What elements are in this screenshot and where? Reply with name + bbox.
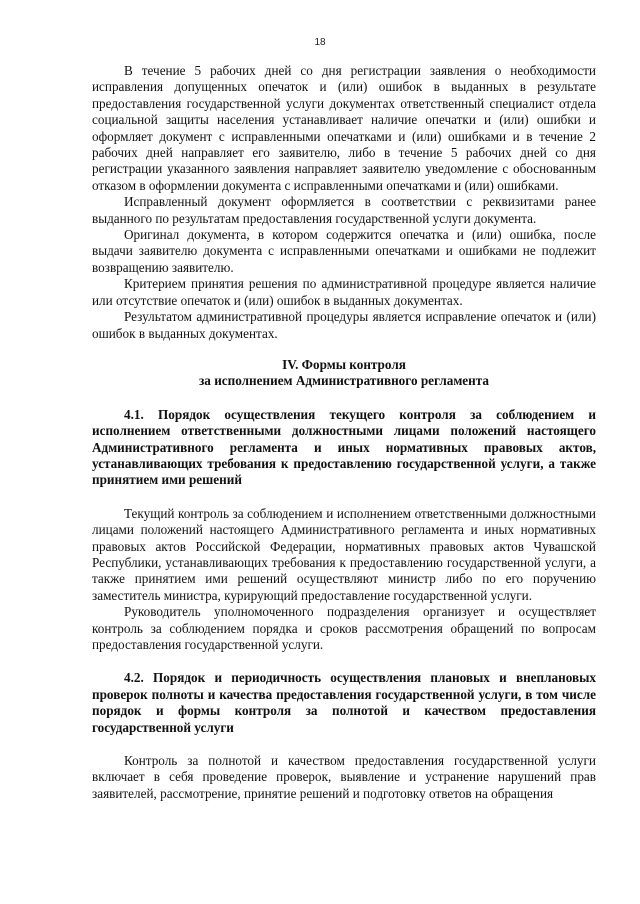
- subsection-4-2-title: 4.2. Порядок и периодичность осуществления плановых и внеплановых проверок полноты и качества предоставления государственной услуги, в том числе порядок и формы контроля за полнотой и качеством предоставления государственной услуги: [92, 670, 596, 735]
- paragraph-corrected-document: Исправленный документ оформляется в соответствии с реквизитами ранее выданного по результатам предоставления государственной услуги документа.: [92, 194, 596, 226]
- paragraph-quality-control: Контроль за полнотой и качеством предоставления государственной услуги включает в себя проведение проверок, выявление и устранение нарушений прав заявителей, рассмотрение, принятие решений и подготовку ответов на обращения: [92, 753, 596, 801]
- document-body: [92, 63, 596, 802]
- subsection-4-2-body: [92, 753, 596, 802]
- paragraph-procedure-result: Результатом административной процедуры является исправление опечаток и (или) ошибок в выданных документах.: [92, 309, 596, 341]
- subsection-4-1-title: 4.1. Порядок осуществления текущего контроля за соблюдением и исполнением ответственными должностными лицами положений настоящего Административного регламента и иных нормативных правовых актов, устанавливающих требования к предоставлению государственной услуги, а также принятием ими решений: [92, 406, 596, 488]
- section-title-line2: за исполнением Административного регламента: [199, 373, 489, 389]
- section-title-line1: IV. Формы контроля: [282, 356, 406, 372]
- paragraph-decision-criterion: Критерием принятия решения по административной процедуре является наличие или отсутствие опечаток и (или) ошибок в выданных документах.: [92, 276, 596, 308]
- paragraph-original-document: Оригинал документа, в котором содержится опечатка и (или) ошибка, после выдачи заявителю документа с исправленными опечатками и ошибками не подлежит возвращению заявителю.: [92, 227, 596, 275]
- paragraph-head-of-unit: Руководитель уполномоченного подразделения организует и осуществляет контроль за соблюдением порядка и сроков рассмотрения обращений по вопросам предоставления государственной услуги.: [92, 604, 596, 652]
- section-heading: [92, 357, 596, 390]
- paragraph-correction-deadlines: В течение 5 рабочих дней со дня регистрации заявления о необходимости исправления допущенных опечаток и (или) ошибок в выданных в результате предоставления государственной услуги документах ответственный специалист отдела социальной защиты населения устанавливает наличие опечатки и (или) ошибки и оформляет документ с исправленными опечатками и (или) ошибками и в течение 2 рабочих дней направляет его заявителю, либо в течение 5 рабочих дней со дня регистрации указанного заявления направляет заявителю уведомление с обоснованным отказом в оформлении документа с исправленными опечатками и (или) ошибками.: [92, 63, 596, 193]
- page-number: 18: [314, 37, 326, 48]
- subsection-4-1-body: [92, 506, 596, 654]
- paragraph-current-control: Текущий контроль за соблюдением и исполнением ответственными должностными лицами положений настоящего Административного регламента и иных нормативных правовых актов Российской Федерации, нормативных правовых актов Чувашской Республики, устанавливающих требования к предоставлению государственной услуги, а также принятием ими решений осуществляют министр либо по его поручению заместитель министра, курирующий предоставление государственной услуги.: [92, 505, 596, 603]
